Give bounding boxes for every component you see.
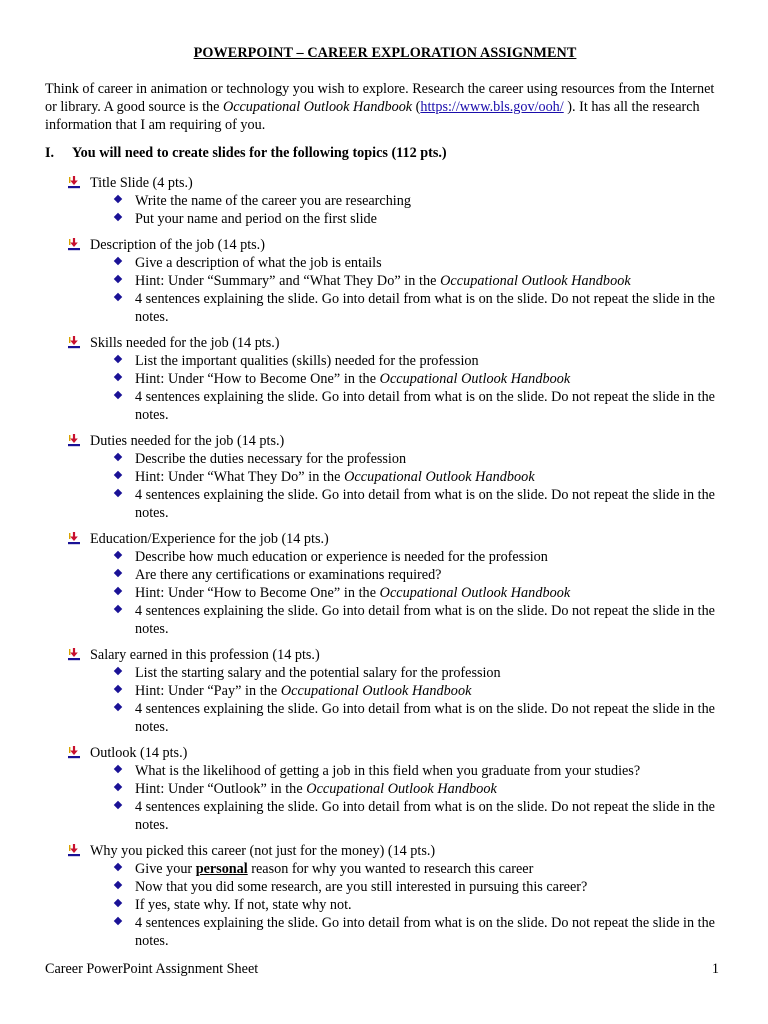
personal-emphasis: personal xyxy=(195,861,248,877)
diamond-bullet-icon xyxy=(114,685,122,693)
diamond-bullet-icon xyxy=(114,667,122,675)
topic-item xyxy=(45,174,725,228)
diamond-bullet-icon xyxy=(114,355,122,363)
diamond-bullet-icon xyxy=(114,703,122,711)
arrow-down-icon xyxy=(67,531,81,545)
list-item: If yes, state why. If not, state why not. xyxy=(90,896,725,914)
list-item: What is the likelihood of getting a job in this field when you graduate from your studies? xyxy=(90,762,725,780)
diamond-bullet-icon xyxy=(114,293,122,301)
diamond-bullet-icon xyxy=(114,917,122,925)
ooh-link[interactable]: https://www.bls.gov/ooh/ xyxy=(420,99,564,115)
list-item: Give a description of what the job is entails xyxy=(90,254,725,272)
topic-item xyxy=(45,334,725,424)
topic-list xyxy=(45,174,725,950)
diamond-bullet-icon xyxy=(114,569,122,577)
intro-paragraph xyxy=(45,80,725,134)
topic-item xyxy=(45,842,725,950)
arrow-down-icon xyxy=(67,433,81,447)
arrow-down-icon xyxy=(67,175,81,189)
diamond-bullet-icon xyxy=(114,213,122,221)
topic-label: Skills needed for the job (14 pts.) xyxy=(90,335,280,351)
topic-item xyxy=(45,646,725,736)
section-text: You will need to create slides for the following topics (112 pts.) xyxy=(72,145,447,161)
notes-item: 4 sentences explaining the slide. Go into detail from what is on the slide. Do not repeat the slide in the notes. xyxy=(90,798,725,834)
notes-item: 4 sentences explaining the slide. Go into detail from what is on the slide. Do not repeat the slide in the notes. xyxy=(90,602,725,638)
diamond-bullet-icon xyxy=(114,551,122,559)
list-item: Describe how much education or experience is needed for the profession xyxy=(90,548,725,566)
diamond-bullet-icon xyxy=(114,373,122,381)
arrow-down-icon xyxy=(67,335,81,349)
notes-item: 4 sentences explaining the slide. Go into detail from what is on the slide. Do not repeat the slide in the notes. xyxy=(90,290,725,326)
diamond-bullet-icon xyxy=(114,605,122,613)
footer-title: Career PowerPoint Assignment Sheet xyxy=(45,961,259,977)
list-item: Give your personal reason for why you wanted to research this career xyxy=(90,860,725,878)
list-item: List the starting salary and the potential salary for the profession xyxy=(90,664,725,682)
diamond-bullet-icon xyxy=(114,471,122,479)
diamond-bullet-icon xyxy=(114,489,122,497)
list-item: Are there any certifications or examinations required? xyxy=(90,566,725,584)
intro-handbook: Occupational Outlook Handbook xyxy=(222,99,413,115)
topic-label: Title Slide (4 pts.) xyxy=(90,175,193,191)
diamond-bullet-icon xyxy=(114,391,122,399)
topic-label: Outlook (14 pts.) xyxy=(90,745,188,761)
intro-text-end: ). It has all the research information that I am requiring of you. xyxy=(45,99,700,133)
hint-item: Hint: Under “Pay” in the Occupational Outlook Handbook xyxy=(90,682,725,700)
notes-item: 4 sentences explaining the slide. Go into detail from what is on the slide. Do not repeat the slide in the notes. xyxy=(90,486,725,522)
list-item: List the important qualities (skills) needed for the profession xyxy=(90,352,725,370)
list-item: Put your name and period on the first slide xyxy=(90,210,725,228)
notes-item: 4 sentences explaining the slide. Go into detail from what is on the slide. Do not repeat the slide in the notes. xyxy=(90,914,725,950)
diamond-bullet-icon xyxy=(114,275,122,283)
diamond-bullet-icon xyxy=(114,881,122,889)
topic-label: Salary earned in this profession (14 pts.) xyxy=(90,647,320,663)
topic-label: Education/Experience for the job (14 pts.) xyxy=(90,531,329,547)
diamond-bullet-icon xyxy=(114,257,122,265)
diamond-bullet-icon xyxy=(114,801,122,809)
list-item: Write the name of the career you are researching xyxy=(90,192,725,210)
topic-item xyxy=(45,744,725,834)
list-item: Describe the duties necessary for the profession xyxy=(90,450,725,468)
document-title: POWERPOINT – CAREER EXPLORATION ASSIGNMENT xyxy=(193,45,577,61)
document-page xyxy=(45,44,725,958)
hint-item: Hint: Under “How to Become One” in the Occupational Outlook Handbook xyxy=(90,584,725,602)
diamond-bullet-icon xyxy=(114,765,122,773)
notes-item: 4 sentences explaining the slide. Go into detail from what is on the slide. Do not repeat the slide in the notes. xyxy=(90,700,725,736)
page-number: 1 xyxy=(711,961,719,977)
diamond-bullet-icon xyxy=(114,587,122,595)
diamond-bullet-icon xyxy=(114,453,122,461)
diamond-bullet-icon xyxy=(114,863,122,871)
topic-item xyxy=(45,432,725,522)
hint-item: Hint: Under “What They Do” in the Occupational Outlook Handbook xyxy=(90,468,725,486)
topic-label: Why you picked this career (not just for the money) (14 pts.) xyxy=(90,843,436,859)
section-number: I. xyxy=(45,145,55,161)
arrow-down-icon xyxy=(67,745,81,759)
hint-item: Hint: Under “How to Become One” in the Occupational Outlook Handbook xyxy=(90,370,725,388)
topic-item xyxy=(45,530,725,638)
page-footer xyxy=(45,960,719,978)
intro-paren: ( xyxy=(412,99,421,115)
topic-label: Description of the job (14 pts.) xyxy=(90,237,265,253)
arrow-down-icon xyxy=(67,843,81,857)
topic-item xyxy=(45,236,725,326)
notes-item: 4 sentences explaining the slide. Go into detail from what is on the slide. Do not repeat the slide in the notes. xyxy=(90,388,725,424)
intro-text: Think of career in animation or technology you wish to explore. Research the career using resources from the Internet or library. A good source is the xyxy=(45,81,715,115)
hint-item: Hint: Under “Summary” and “What They Do” in the Occupational Outlook Handbook xyxy=(90,272,725,290)
arrow-down-icon xyxy=(67,237,81,251)
section-heading xyxy=(45,144,725,162)
diamond-bullet-icon xyxy=(114,195,122,203)
arrow-down-icon xyxy=(67,647,81,661)
hint-item: Hint: Under “Outlook” in the Occupational Outlook Handbook xyxy=(90,780,725,798)
list-item: Now that you did some research, are you still interested in pursuing this career? xyxy=(90,878,725,896)
topic-label: Duties needed for the job (14 pts.) xyxy=(90,433,285,449)
diamond-bullet-icon xyxy=(114,783,122,791)
diamond-bullet-icon xyxy=(114,899,122,907)
